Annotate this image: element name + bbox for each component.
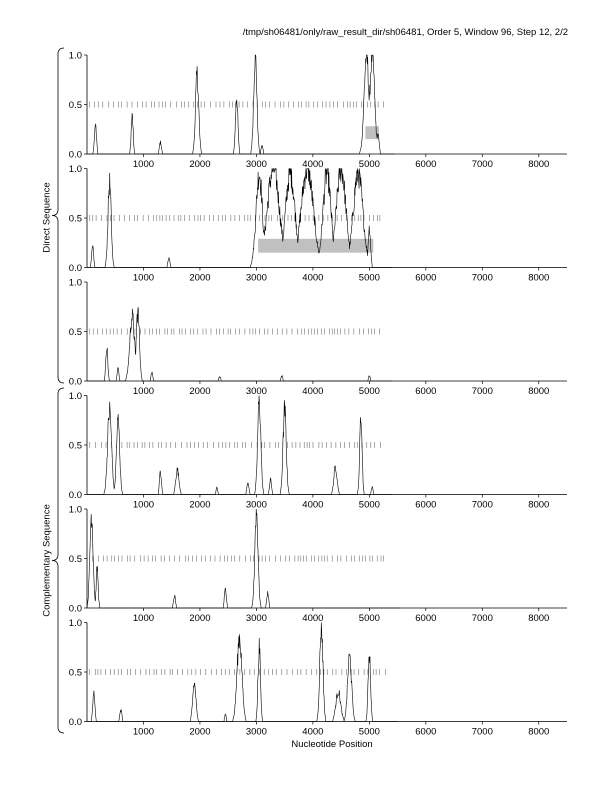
y-tick-label: 0.0 [68,262,82,274]
x-tick-label: 8000 [528,159,550,170]
site-markers [90,669,386,675]
x-tick-label: 5000 [358,613,380,624]
x-tick-label: 4000 [302,386,324,397]
x-tick-label: 1000 [132,613,155,624]
x-tick-label: 7000 [471,613,493,624]
x-tick-label: 8000 [528,726,550,738]
series-line [87,307,392,381]
y-tick-label: 0.0 [68,489,82,501]
x-tick-label: 3000 [245,272,267,284]
x-tick-label: 2000 [189,726,211,738]
x-tick-label: 5000 [358,726,380,738]
y-tick-label: 1.0 [68,504,82,516]
y-tick-label: 0.0 [68,376,82,388]
x-tick-label: 2000 [189,499,211,511]
highlight-region [258,239,373,253]
x-tick-label: 2000 [189,613,211,624]
x-tick-label: 7000 [471,499,493,511]
x-tick-label: 8000 [528,613,550,624]
x-tick-label: 3000 [245,613,267,624]
site-markers [90,215,380,221]
x-tick-label: 2000 [189,386,211,397]
x-tick-label: 1000 [132,159,155,170]
x-tick-label: 5000 [358,159,380,170]
x-tick-label: 1000 [132,272,155,284]
complementary-brace [52,388,64,733]
x-tick-label: 7000 [471,386,493,397]
x-tick-label: 8000 [528,272,550,284]
series-line [87,55,395,154]
x-tick-label: 8000 [528,499,550,511]
site-markers [90,442,381,448]
y-tick-label: 0.5 [68,553,82,565]
x-tick-label: 3000 [245,726,267,738]
y-tick-label: 1.0 [68,163,82,175]
y-tick-label: 0.5 [68,326,82,338]
y-tick-label: 0.0 [68,603,82,615]
x-tick-label: 4000 [302,159,324,170]
complementary-sequence-label: Complementary Sequence [41,504,53,617]
x-tick-label: 4000 [302,726,324,738]
y-tick-label: 1.0 [68,50,82,62]
y-tick-label: 1.0 [68,617,82,629]
x-tick-label: 2000 [189,159,211,170]
x-tick-label: 1000 [132,499,155,511]
x-tick-label: 6000 [415,726,437,738]
x-tick-label: 5000 [358,386,380,397]
x-tick-label: 5000 [358,499,380,511]
x-axis-label: Nucleotide Position [291,739,373,750]
x-tick-label: 7000 [471,272,493,284]
y-tick-label: 0.5 [68,213,82,225]
x-tick-label: 1000 [132,726,155,738]
y-tick-label: 0.0 [68,149,82,161]
series-line [87,396,392,495]
x-tick-label: 2000 [189,272,211,284]
x-tick-label: 7000 [471,159,493,170]
direct-sequence-label: Direct Sequence [41,182,53,253]
x-tick-label: 6000 [415,272,437,284]
y-tick-label: 0.5 [68,99,82,111]
x-tick-label: 4000 [302,613,324,624]
y-tick-label: 0.5 [68,667,82,679]
x-tick-label: 8000 [528,386,550,397]
series-line [87,509,400,608]
y-tick-label: 0.0 [68,716,82,728]
x-tick-label: 3000 [245,499,267,511]
x-tick-label: 6000 [415,613,437,624]
x-tick-label: 6000 [415,499,437,511]
site-markers [93,556,384,562]
x-tick-label: 3000 [245,386,267,397]
x-tick-label: 4000 [302,499,324,511]
x-tick-label: 3000 [245,159,267,170]
x-tick-label: 6000 [415,386,437,397]
x-tick-label: 1000 [132,386,155,397]
y-tick-label: 1.0 [68,277,82,289]
x-tick-label: 7000 [471,726,493,738]
direct-brace [52,48,64,383]
x-tick-label: 5000 [358,272,380,284]
y-tick-label: 0.5 [68,440,82,452]
series-line [87,623,398,722]
y-tick-label: 1.0 [68,390,82,402]
x-tick-label: 6000 [415,159,437,170]
page-header: /tmp/sh06481/only/raw_result_dir/sh06481, Order 5, Window 96, Step 12, 2/2 [242,27,568,38]
x-tick-label: 4000 [302,272,324,284]
